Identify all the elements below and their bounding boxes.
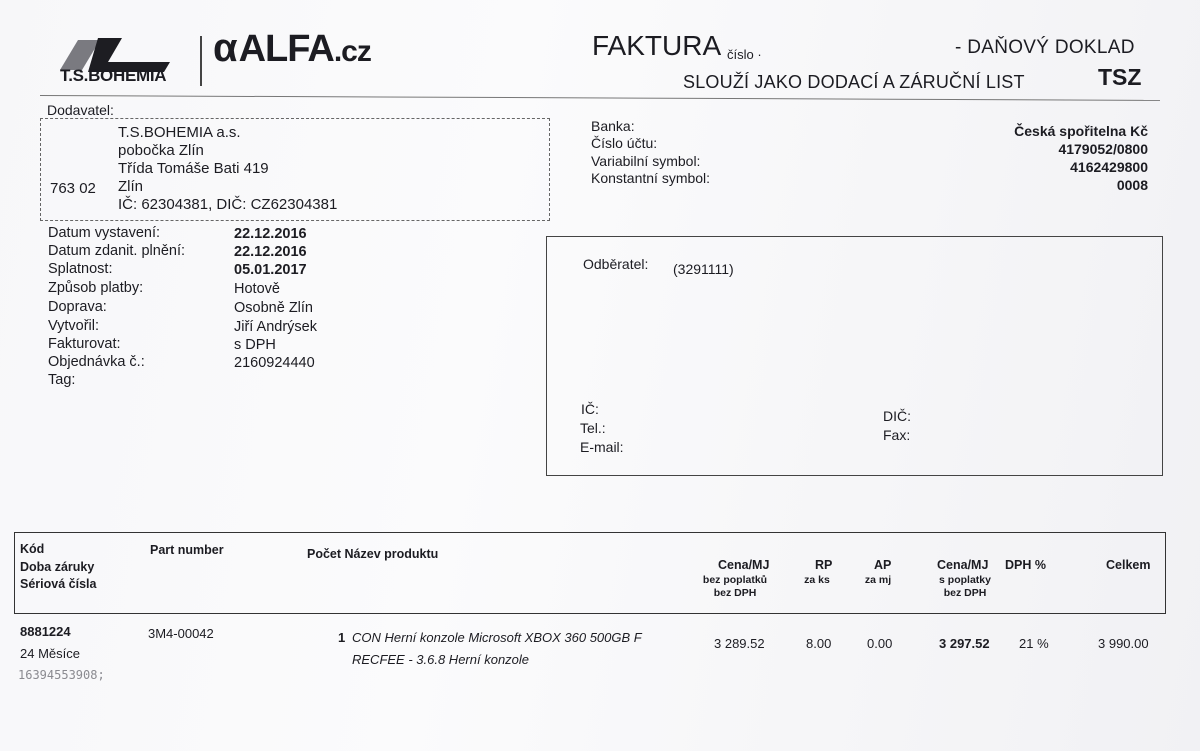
created-by-label: Vytvořil: — [48, 318, 100, 334]
col-cena-mj-sub1: bez poplatků — [702, 574, 768, 586]
issue-date-label: Datum vystavení: — [48, 225, 161, 241]
col-part-number: Part number — [150, 543, 224, 557]
invoicing-label: Fakturovat: — [48, 336, 121, 352]
ts-bohemia-logo-text: T.S.BOHEMIA — [60, 66, 167, 85]
tax-document-label: - DAŇOVÝ DOKLAD — [955, 37, 1135, 58]
col-seriova-cisla: Sériová čísla — [20, 577, 97, 591]
supplier-city: Zlín — [118, 178, 144, 195]
col-cena-mj: Cena/MJ — [718, 558, 770, 572]
col-ap-sub: za mj — [864, 574, 892, 586]
row-dph: 21 % — [1019, 636, 1049, 651]
account-label: Číslo účtu: — [591, 135, 658, 151]
payment-method-label: Způsob platby: — [48, 280, 144, 296]
row-recfee: RECFEE - 3.6.8 Herní konzole — [352, 652, 530, 667]
bank-value: Česká spořitelna Kč — [1014, 123, 1148, 139]
invoice-number-label: číslo · — [727, 47, 762, 62]
customer-fax-label: Fax: — [883, 427, 911, 443]
constant-symbol-value: 0008 — [1116, 177, 1148, 193]
col-celkem: Celkem — [1106, 558, 1151, 572]
constant-symbol-label: Konstantní symbol: — [591, 170, 711, 186]
issue-date-value: 22.12.2016 — [234, 226, 307, 242]
row-rp: 8.00 — [806, 636, 832, 651]
order-number-label: Objednávka č.: — [48, 354, 145, 370]
row-cena-mj2: 3 297.52 — [939, 636, 990, 651]
col-rp-sub: za ks — [804, 574, 830, 586]
col-kod: Kód — [20, 542, 45, 556]
row-serial: 16394553908; — [18, 668, 105, 682]
customer-dic-label: DIČ: — [883, 408, 911, 424]
customer-email-label: E-mail: — [580, 439, 624, 455]
row-doba: 24 Měsíce — [20, 646, 80, 661]
due-date-value: 05.01.2017 — [234, 262, 307, 278]
tax-date-value: 22.12.2016 — [234, 244, 307, 260]
row-kod: 8881224 — [20, 624, 71, 639]
row-part-number: 3M4-00042 — [148, 626, 214, 641]
variable-symbol-label: Variabilní symbol: — [591, 153, 701, 169]
shipping-label: Doprava: — [48, 299, 107, 315]
supplier-branch: pobočka Zlín — [118, 142, 204, 159]
supplier-street: Třída Tomáše Bati 419 — [118, 160, 269, 177]
variable-symbol-value: 4162429800 — [1070, 159, 1148, 175]
row-cena-mj: 3 289.52 — [714, 636, 765, 651]
account-value: 4179052/0800 — [1058, 141, 1148, 157]
tsz-code: TSZ — [1098, 64, 1142, 90]
logo-separator — [200, 36, 202, 86]
supplier-name: T.S.BOHEMIA a.s. — [118, 124, 241, 141]
created-by-value: Jiří Andrýsek — [234, 319, 317, 335]
row-product-name: CON Herní konzole Microsoft XBOX 360 500GB F — [352, 630, 642, 645]
invoicing-value: s DPH — [234, 337, 276, 353]
shipping-value: Osobně Zlín — [234, 300, 313, 316]
tax-date-label: Datum zdanit. plnění: — [48, 243, 186, 259]
header-divider — [40, 95, 1160, 101]
alfa-logo: αALFA.cz — [213, 26, 371, 70]
order-number-value: 2160924440 — [234, 355, 315, 371]
col-dph: DPH % — [1005, 558, 1046, 572]
delivery-warranty-note: SLOUŽÍ JAKO DODACÍ A ZÁRUČNÍ LIST — [683, 72, 1025, 92]
customer-tel-label: Tel.: — [580, 420, 606, 436]
payment-method-value: Hotově — [234, 281, 280, 297]
col-cena-mj2-sub1: s poplatky — [939, 574, 991, 586]
due-date-label: Splatnost: — [48, 261, 113, 277]
col-cena-mj2: Cena/MJ — [937, 558, 989, 572]
supplier-label: Dodavatel: — [47, 102, 114, 118]
col-ap: AP — [874, 558, 892, 572]
row-celkem: 3 990.00 — [1098, 636, 1149, 651]
col-cena-mj2-sub2: bez DPH — [943, 587, 987, 599]
supplier-zip: 763 02 — [50, 180, 96, 197]
bank-label: Banka: — [591, 118, 635, 134]
row-ap: 0.00 — [867, 636, 893, 651]
customer-ic-label: IČ: — [581, 401, 599, 417]
col-cena-mj-sub2: bez DPH — [713, 587, 757, 599]
invoice-title: FAKTURA — [592, 30, 722, 61]
row-pocet: 1 — [338, 630, 346, 645]
customer-label: Odběratel: — [583, 256, 649, 272]
customer-box — [546, 236, 1163, 476]
supplier-ids: IČ: 62304381, DIČ: CZ62304381 — [118, 196, 338, 213]
col-pocet-nazev: Počet Název produktu — [307, 547, 439, 561]
col-rp: RP — [815, 558, 833, 572]
col-doba-zaruky: Doba záruky — [20, 560, 95, 574]
customer-id: (3291111) — [673, 261, 734, 277]
tag-label: Tag: — [48, 372, 76, 388]
